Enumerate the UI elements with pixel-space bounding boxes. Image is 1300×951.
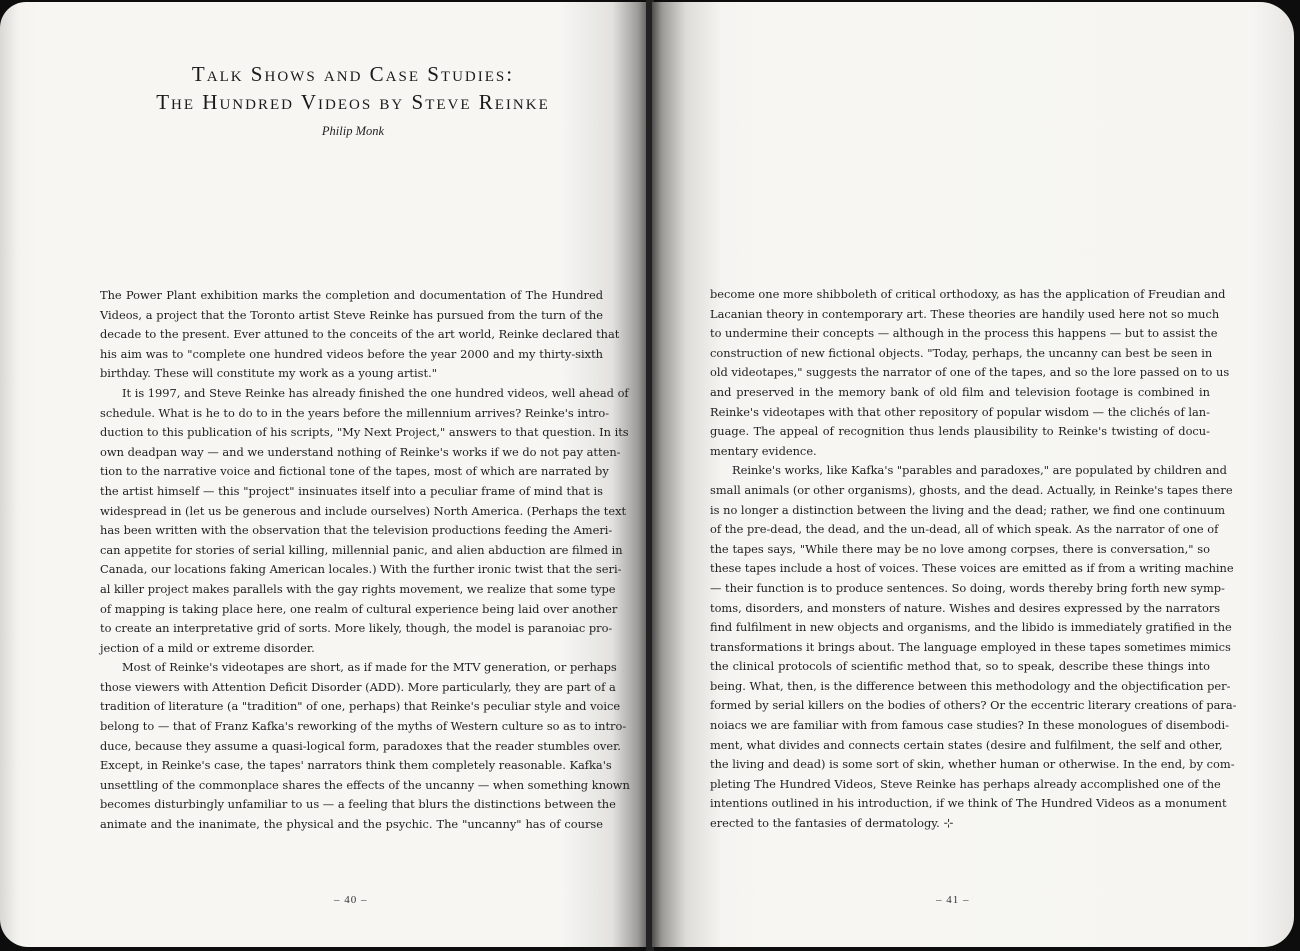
text-line: the clinical protocols of scientific method that, so to speak, describe these things into — [710, 659, 1210, 674]
text-line: the tapes says, "While there may be no love among corpses, there is conversation," so — [710, 541, 1210, 556]
text-line: duction to this publication of his scripts, "My Next Project," answers to that question. In its — [100, 425, 629, 440]
text-line: his aim was to "complete one hundred videos before the year 2000 and my thirty-sixth — [100, 346, 603, 361]
text-line: being. What, then, is the difference between this methodology and the objectification per- — [710, 678, 1231, 693]
text-line: own deadpan way — and we understand nothing of Reinke's works if we do not pay atten- — [100, 444, 621, 459]
text-line: widespread in (let us be generous and include ourselves) North America. (Perhaps the text — [100, 503, 627, 518]
right-page — [652, 2, 1294, 947]
text-line: toms, disorders, and monsters of nature. Wishes and desires expressed by the narrators — [710, 600, 1221, 615]
text-line: Most of Reinke's videotapes are short, as if made for the MTV generation, or perhaps — [122, 660, 617, 675]
essay-title-line-1: Talk Shows and Case Studies: — [191, 62, 515, 86]
text-line: schedule. What is he to do to in the years before the millennium arrives? Reinke's intro- — [100, 405, 610, 420]
text-line: Lacanian theory in contemporary art. These theories are handily used here not so much — [710, 306, 1220, 321]
text-line: the living and dead) is some sort of skin, whether human or otherwise. In the end, by com- — [710, 757, 1235, 772]
text-line: — their function is to produce sentences. So doing, words thereby bring forth new symp- — [710, 580, 1225, 595]
text-line: of the pre-dead, the dead, and the un-dead, all of which speak. As the narrator of one of — [710, 522, 1219, 537]
page-number-left: – 40 – — [334, 894, 368, 906]
page-number-right: – 41 – — [936, 894, 970, 906]
text-line: has been written with the observation that the television productions feeding the Ameri- — [100, 523, 613, 538]
text-line: to undermine their concepts — although in the process this happens — but to assist the — [710, 326, 1218, 341]
text-line: intentions outlined in his introduction, if we think of The Hundred Videos as a monument — [710, 796, 1227, 811]
text-line: mentary evidence. — [710, 443, 817, 458]
text-line: Reinke's works, like Kafka's "parables and paradoxes," are populated by children and — [732, 463, 1227, 478]
text-line: tradition of literature (a "tradition" of one, perhaps) that Reinke's peculiar style and voice — [100, 699, 621, 714]
text-line: Canada, our locations faking American locales.) With the further ironic twist that the seri- — [100, 562, 622, 577]
text-line: is no longer a distinction between the living and the dead; rather, we find one continuum — [710, 502, 1226, 517]
end-ornament-icon: ⊹ — [943, 816, 954, 831]
author-name: Philip Monk — [321, 124, 385, 138]
text-line: The Power Plant exhibition marks the completion and documentation of The Hundred — [100, 288, 603, 302]
text-line: construction of new fictional objects. "Today, perhaps, the uncanny can best be seen in — [710, 345, 1213, 360]
right-body-text — [710, 285, 1237, 834]
text-line: guage. The appeal of recognition thus lends plausibility to Reinke's twisting of docu- — [710, 424, 1210, 439]
text-line: decade to the present. Ever attuned to the conceits of the art world, Reinke declared that — [100, 327, 620, 342]
text-line: those viewers with Attention Deficit Disorder (ADD). More particularly, they are part of a — [100, 679, 616, 694]
text-line: to create an interpretative grid of sorts. More likely, though, the model is paranoiac pro- — [100, 621, 613, 636]
text-line: old videotapes," suggests the narrator of one of the tapes, and so the lore passed on to us — [710, 365, 1230, 380]
text-line: erected to the fantasies of dermatology. — [710, 816, 940, 831]
text-line: become one more shibboleth of critical orthodoxy, as has the application of Freudian and — [710, 287, 1226, 301]
text-line: these tapes include a host of voices. These voices are emitted as if from a writing machine — [710, 561, 1234, 576]
text-line-final — [710, 814, 1210, 834]
text-line: find fulfilment in new objects and organisms, and the libido is immediately gratified in the — [710, 620, 1232, 635]
text-line: tion to the narrative voice and fictional tone of the tapes, most of which are narrated by — [100, 464, 609, 479]
text-line: and preserved in the memory bank of old film and television footage is combined in — [710, 384, 1210, 399]
text-line: It is 1997, and Steve Reinke has already finished the one hundred videos, well ahead of — [122, 385, 629, 400]
text-line: ment, what divides and connects certain states (desire and fulfilment, the self and other, — [710, 737, 1223, 752]
text-line: can appetite for stories of serial killing, millennial panic, and alien abduction are filmed in — [100, 542, 623, 557]
text-line: birthday. These will constitute my work as a young artist." — [100, 366, 437, 381]
text-line: animate and the inanimate, the physical and the psychic. The "uncanny" has of course — [100, 817, 603, 832]
text-line: jection of a mild or extreme disorder. — [100, 640, 315, 655]
text-line: the artist himself — this "project" insinuates itself into a peculiar frame of mind that is — [100, 483, 603, 498]
text-line: transformations it brings about. The language employed in these tapes sometimes mimics — [710, 639, 1231, 654]
text-line: small animals (or other organisms), ghosts, and the dead. Actually, in Reinke's tapes there — [710, 482, 1233, 497]
text-line: duce, because they assume a quasi-logical form, paradoxes that the reader stumbles over. — [100, 738, 621, 753]
text-line: formed by serial killers on the bodies of others? Or the eccentric literary creations of para- — [710, 698, 1237, 713]
text-line: of mapping is taking place here, one realm of cultural experience being laid over another — [100, 601, 618, 616]
text-line: pleting The Hundred Videos, Steve Reinke has perhaps already accomplished one of the — [710, 776, 1221, 791]
text-line: belong to — that of Franz Kafka's reworking of the myths of Western culture so as to intro- — [100, 719, 627, 734]
text-line: becomes disturbingly unfamiliar to us — a feeling that blurs the distinctions between the — [100, 797, 616, 812]
text-line: unsettling of the commonplace shares the effects of the uncanny — when something known — [100, 777, 630, 792]
text-line: Reinke's videotapes with that other repository of popular wisdom — the clichés of lan- — [710, 404, 1210, 419]
text-line: al killer project makes parallels with the gay rights movement, we realize that some type — [100, 581, 616, 596]
text-line: Except, in Reinke's case, the tapes' narrators think them completely reasonable. Kafka's — [100, 758, 612, 773]
text-line: noiacs we are familiar with from famous case studies? In these monologues of disembodi- — [710, 718, 1229, 733]
left-page — [0, 2, 648, 947]
left-body-text — [100, 286, 630, 835]
essay-title-line-2: The Hundred Videos by Steve Reinke — [156, 90, 550, 114]
text-line: Videos, a project that the Toronto artist Steve Reinke has pursued from the turn of the — [100, 307, 603, 322]
